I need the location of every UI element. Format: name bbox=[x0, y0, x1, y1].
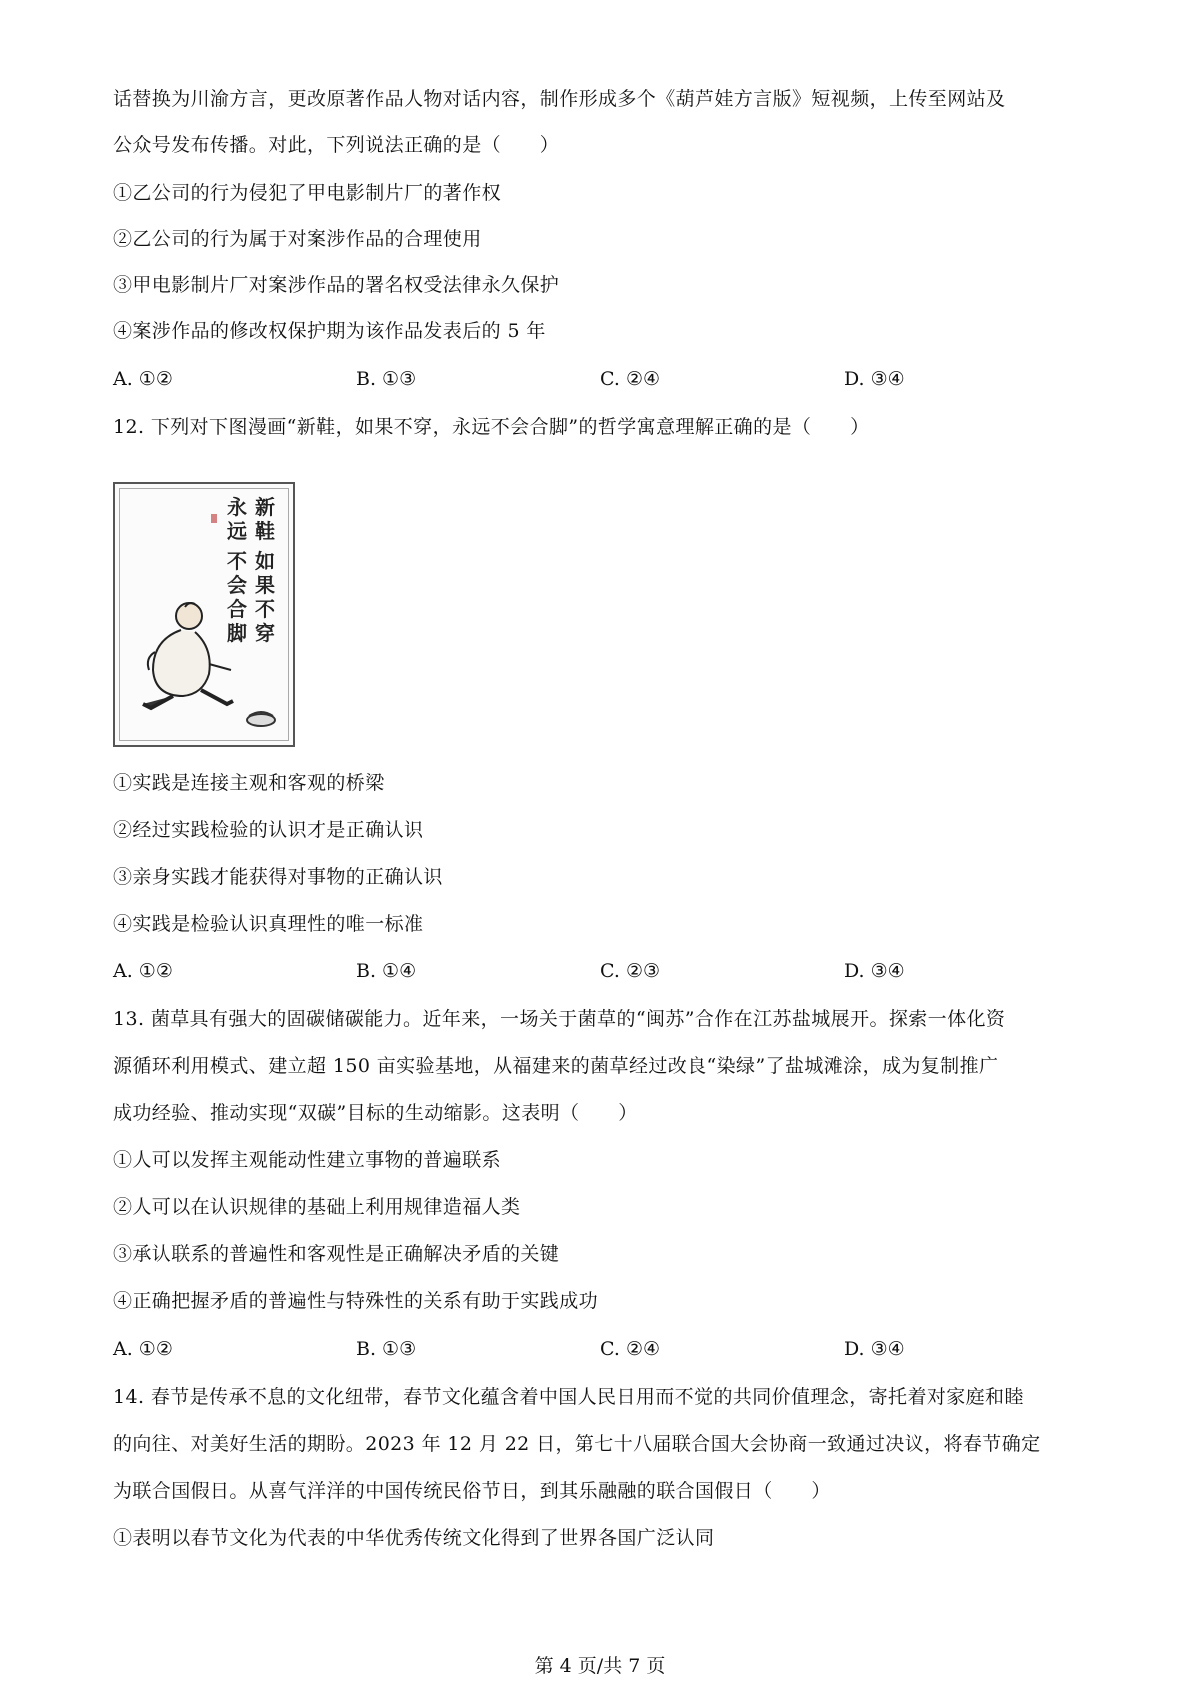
svg-text:不: 不 bbox=[255, 597, 275, 621]
svg-text:不: 不 bbox=[227, 549, 247, 573]
svg-text:鞋: 鞋 bbox=[255, 519, 275, 543]
q13-option-b: B. ①③ bbox=[356, 1338, 417, 1360]
svg-text:远: 远 bbox=[227, 519, 247, 543]
q12-option-a: A. ①② bbox=[113, 960, 173, 982]
svg-text:如: 如 bbox=[255, 549, 275, 573]
svg-text:果: 果 bbox=[255, 573, 275, 597]
q13-stem-line-3: 成功经验、推动实现“双碳”目标的生动缩影。这表明（ ） bbox=[113, 1102, 638, 1124]
q13-item-1: ①人可以发挥主观能动性建立事物的普遍联系 bbox=[113, 1149, 502, 1171]
q12-item-4: ④实践是检验认识真理性的唯一标准 bbox=[113, 913, 424, 935]
q13-item-2: ②人可以在认识规律的基础上利用规律造福人类 bbox=[113, 1196, 521, 1218]
q12-cartoon-image bbox=[113, 482, 295, 747]
cartoon-drawing bbox=[115, 484, 293, 745]
cartoon-caption-col-1: 新 bbox=[255, 495, 275, 519]
q14-item-1: ①表明以春节文化为代表的中华优秀传统文化得到了世界各国广泛认同 bbox=[113, 1527, 715, 1549]
q12-item-1: ①实践是连接主观和客观的桥梁 bbox=[113, 772, 385, 794]
q12-item-3: ③亲身实践才能获得对事物的正确认识 bbox=[113, 866, 443, 888]
svg-text:穿: 穿 bbox=[255, 621, 275, 645]
svg-text:会: 会 bbox=[227, 573, 247, 597]
q14-stem-line-3: 为联合国假日。从喜气洋洋的中国传统民俗节日，到其乐融融的联合国假日（ ） bbox=[113, 1480, 831, 1502]
q11-option-d: D. ③④ bbox=[844, 368, 905, 390]
q14-stem-line-1: 14. 春节是传承不息的文化纽带，春节文化蕴含着中国人民日用而不觉的共同价值理念，寄托着对家庭和睦 bbox=[113, 1386, 1024, 1408]
q14-stem-line-2: 的向往、对美好生活的期盼。2023 年 12 月 22 日，第七十八届联合国大会协商一致通过决议，将春节确定 bbox=[113, 1433, 1041, 1455]
svg-text:永: 永 bbox=[227, 495, 247, 519]
q12-stem: 12. 下列对下图漫画“新鞋，如果不穿，永远不会合脚”的哲学寓意理解正确的是（ ） bbox=[113, 416, 870, 438]
q12-option-d: D. ③④ bbox=[844, 960, 905, 982]
q13-option-d: D. ③④ bbox=[844, 1338, 905, 1360]
q13-stem-line-2: 源循环利用模式、建立超 150 亩实验基地，从福建来的菌草经过改良“染绿”了盐城滩涂，成为复制推广 bbox=[113, 1055, 999, 1077]
q13-stem-line-1: 13. 菌草具有强大的固碳储碳能力。近年来，一场关于菌草的“闽苏”合作在江苏盐城展开。探索一体化资 bbox=[113, 1008, 1006, 1030]
q11-option-b: B. ①③ bbox=[356, 368, 417, 390]
q11-item-1: ①乙公司的行为侵犯了甲电影制片厂的著作权 bbox=[113, 182, 502, 204]
q11-item-2: ②乙公司的行为属于对案涉作品的合理使用 bbox=[113, 228, 482, 250]
q11-item-3: ③甲电影制片厂对案涉作品的署名权受法律永久保护 bbox=[113, 274, 560, 296]
page-number-footer: 第 4 页/共 7 页 bbox=[534, 1655, 666, 1677]
q11-item-4: ④案涉作品的修改权保护期为该作品发表后的 5 年 bbox=[113, 320, 546, 342]
q11-option-a: A. ①② bbox=[113, 368, 173, 390]
svg-text:脚: 脚 bbox=[227, 621, 247, 645]
q13-item-3: ③承认联系的普遍性和客观性是正确解决矛盾的关键 bbox=[113, 1243, 560, 1265]
q13-item-4: ④正确把握矛盾的普遍性与特殊性的关系有助于实践成功 bbox=[113, 1290, 599, 1312]
q12-option-c: C. ②③ bbox=[600, 960, 661, 982]
q12-item-2: ②经过实践检验的认识才是正确认识 bbox=[113, 819, 424, 841]
q13-option-c: C. ②④ bbox=[600, 1338, 661, 1360]
svg-text:合: 合 bbox=[227, 597, 247, 621]
q13-option-a: A. ①② bbox=[113, 1338, 173, 1360]
q12-option-b: B. ①④ bbox=[356, 960, 417, 982]
q11-stem-line-2: 公众号发布传播。对此，下列说法正确的是（ ） bbox=[113, 134, 560, 156]
q11-stem-line-1: 话替换为川渝方言，更改原著作品人物对话内容，制作形成多个《葫芦娃方言版》短视频，上传至网站及 bbox=[113, 88, 1006, 110]
q11-option-c: C. ②④ bbox=[600, 368, 661, 390]
